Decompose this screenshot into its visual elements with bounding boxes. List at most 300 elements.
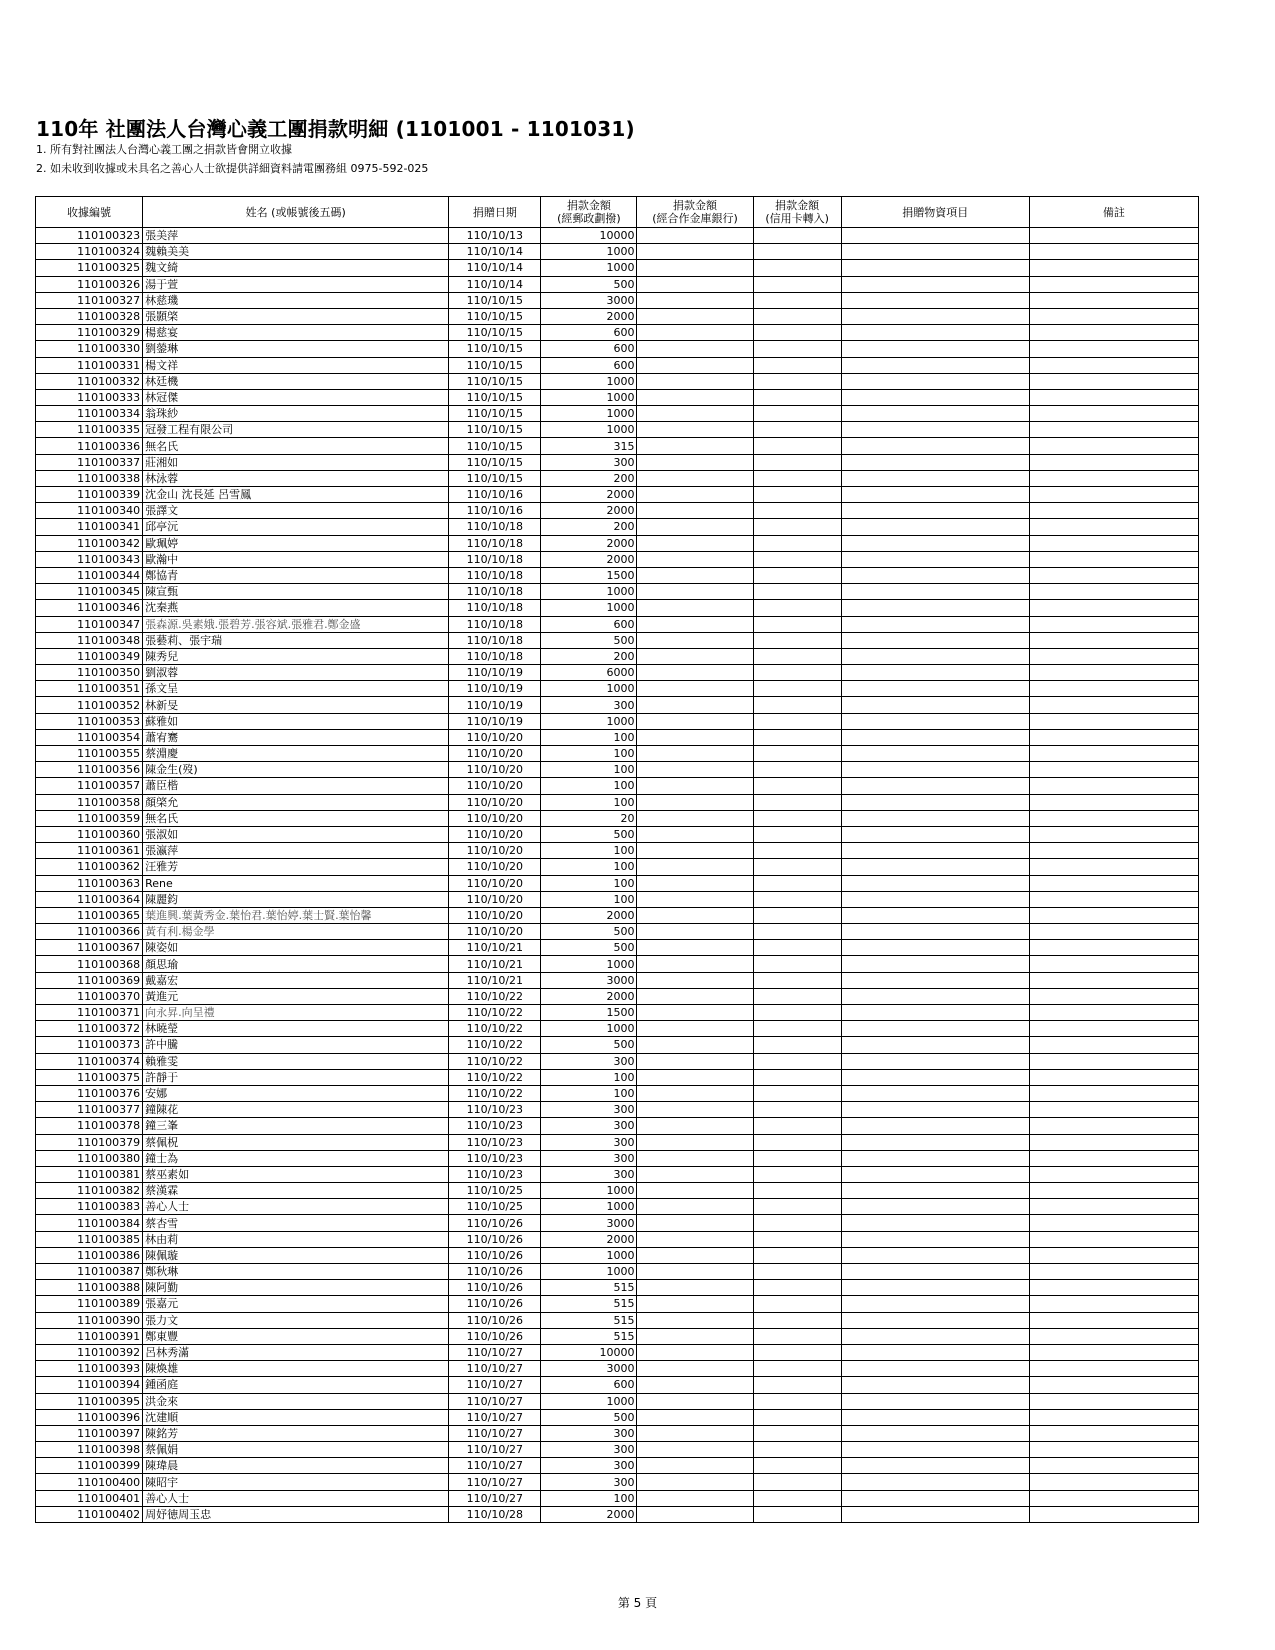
amount-credit-cell — [753, 551, 841, 567]
remarks-cell — [1029, 1425, 1198, 1441]
donation-date-cell: 110/10/13 — [449, 228, 541, 244]
donation-date-cell: 110/10/22 — [449, 1037, 541, 1053]
amount-postal-cell: 2000 — [541, 551, 637, 567]
receipt-no-cell: 110100340 — [36, 503, 143, 519]
remarks-cell — [1029, 924, 1198, 940]
amount-postal-cell: 3000 — [541, 1361, 637, 1377]
goods-cell — [841, 1474, 1029, 1490]
amount-credit-cell — [753, 665, 841, 681]
donation-date-cell: 110/10/15 — [449, 325, 541, 341]
amount-postal-cell: 300 — [541, 1118, 637, 1134]
table-row — [36, 228, 1199, 244]
goods-cell — [841, 341, 1029, 357]
goods-cell — [841, 1102, 1029, 1118]
receipt-no-cell: 110100386 — [36, 1247, 143, 1263]
table-row — [36, 260, 1199, 276]
remarks-cell — [1029, 746, 1198, 762]
amount-postal-cell: 300 — [541, 697, 637, 713]
goods-cell — [841, 697, 1029, 713]
goods-cell — [841, 1409, 1029, 1425]
remarks-cell — [1029, 357, 1198, 373]
amount-postal-cell: 3000 — [541, 292, 637, 308]
donor-name-cell: 鐘三峯 — [143, 1118, 449, 1134]
amount-credit-cell — [753, 972, 841, 988]
remarks-cell — [1029, 1199, 1198, 1215]
remarks-cell — [1029, 632, 1198, 648]
goods-cell — [841, 325, 1029, 341]
amount-bank-cell — [637, 1312, 753, 1328]
amount-credit-cell — [753, 907, 841, 923]
donor-name-cell: 陳宣甄 — [143, 584, 449, 600]
amount-credit-cell — [753, 778, 841, 794]
goods-cell — [841, 551, 1029, 567]
goods-cell — [841, 1150, 1029, 1166]
receipt-no-cell: 110100392 — [36, 1344, 143, 1360]
donor-name-cell: 沈秦燕 — [143, 600, 449, 616]
amount-postal-cell: 600 — [541, 357, 637, 373]
receipt-no-cell: 110100357 — [36, 778, 143, 794]
receipt-no-cell: 110100339 — [36, 487, 143, 503]
donor-name-cell: 蔡巫素如 — [143, 1166, 449, 1182]
amount-postal-cell: 600 — [541, 1377, 637, 1393]
goods-cell — [841, 1231, 1029, 1247]
goods-cell — [841, 357, 1029, 373]
receipt-no-cell: 110100380 — [36, 1150, 143, 1166]
receipt-no-cell: 110100382 — [36, 1183, 143, 1199]
receipt-no-cell: 110100356 — [36, 762, 143, 778]
amount-bank-cell — [637, 729, 753, 745]
receipt-no-cell: 110100341 — [36, 519, 143, 535]
amount-postal-cell: 315 — [541, 438, 637, 454]
goods-cell — [841, 1312, 1029, 1328]
amount-bank-cell — [637, 1102, 753, 1118]
remarks-cell — [1029, 729, 1198, 745]
receipt-no-cell: 110100397 — [36, 1425, 143, 1441]
donation-date-cell: 110/10/22 — [449, 1021, 541, 1037]
goods-cell — [841, 276, 1029, 292]
remarks-cell — [1029, 1312, 1198, 1328]
amount-credit-cell — [753, 746, 841, 762]
remarks-cell — [1029, 1134, 1198, 1150]
donation-date-cell: 110/10/15 — [449, 454, 541, 470]
donation-date-cell: 110/10/15 — [449, 406, 541, 422]
amount-postal-cell: 600 — [541, 325, 637, 341]
receipt-no-cell: 110100328 — [36, 308, 143, 324]
amount-credit-cell — [753, 454, 841, 470]
page-number: 第 5 頁 — [617, 1596, 658, 1610]
amount-bank-cell — [637, 487, 753, 503]
amount-bank-cell — [637, 762, 753, 778]
goods-cell — [841, 1021, 1029, 1037]
amount-postal-cell: 100 — [541, 1069, 637, 1085]
amount-postal-cell: 500 — [541, 276, 637, 292]
amount-postal-cell: 600 — [541, 341, 637, 357]
amount-credit-cell — [753, 1247, 841, 1263]
amount-bank-cell — [637, 1166, 753, 1182]
table-row — [36, 1409, 1199, 1425]
donation-date-cell: 110/10/26 — [449, 1231, 541, 1247]
amount-credit-cell — [753, 859, 841, 875]
goods-cell — [841, 826, 1029, 842]
donor-name-cell: 林冠傑 — [143, 389, 449, 405]
remarks-cell — [1029, 454, 1198, 470]
table-row — [36, 1328, 1199, 1344]
receipt-no-cell: 110100373 — [36, 1037, 143, 1053]
donation-date-cell: 110/10/27 — [449, 1361, 541, 1377]
amount-bank-cell — [637, 422, 753, 438]
donation-date-cell: 110/10/14 — [449, 244, 541, 260]
receipt-no-cell: 110100388 — [36, 1280, 143, 1296]
amount-bank-cell — [637, 746, 753, 762]
goods-cell — [841, 438, 1029, 454]
receipt-no-cell: 110100385 — [36, 1231, 143, 1247]
receipt-no-cell: 110100326 — [36, 276, 143, 292]
goods-cell — [841, 713, 1029, 729]
donor-name-cell: 蕭臣楷 — [143, 778, 449, 794]
receipt-no-cell: 110100327 — [36, 292, 143, 308]
goods-cell — [841, 422, 1029, 438]
receipt-no-cell: 110100323 — [36, 228, 143, 244]
amount-postal-cell: 2000 — [541, 1231, 637, 1247]
amount-credit-cell — [753, 843, 841, 859]
donor-name-cell: 善心人士 — [143, 1490, 449, 1506]
receipt-no-cell: 110100354 — [36, 729, 143, 745]
donor-name-cell: 邱亭沅 — [143, 519, 449, 535]
remarks-cell — [1029, 1085, 1198, 1101]
amount-bank-cell — [637, 778, 753, 794]
donor-name-cell: 楊文祥 — [143, 357, 449, 373]
receipt-no-cell: 110100347 — [36, 616, 143, 632]
remarks-cell — [1029, 1166, 1198, 1182]
remarks-cell — [1029, 810, 1198, 826]
amount-postal-cell: 3000 — [541, 1215, 637, 1231]
amount-postal-cell: 3000 — [541, 972, 637, 988]
donor-name-cell: 鐘士為 — [143, 1150, 449, 1166]
remarks-cell — [1029, 907, 1198, 923]
donation-date-cell: 110/10/18 — [449, 616, 541, 632]
donor-name-cell: 鐘陳花 — [143, 1102, 449, 1118]
receipt-no-cell: 110100344 — [36, 567, 143, 583]
goods-cell — [841, 389, 1029, 405]
donation-date-cell: 110/10/26 — [449, 1296, 541, 1312]
remarks-cell — [1029, 389, 1198, 405]
donor-name-cell: 陳昭宇 — [143, 1474, 449, 1490]
table-row — [36, 988, 1199, 1004]
amount-postal-cell: 300 — [541, 1102, 637, 1118]
donation-date-cell: 110/10/19 — [449, 713, 541, 729]
remarks-cell — [1029, 988, 1198, 1004]
remarks-cell — [1029, 438, 1198, 454]
table-row — [36, 389, 1199, 405]
amount-postal-cell: 515 — [541, 1328, 637, 1344]
amount-credit-cell — [753, 681, 841, 697]
donor-name-cell: 魏文綺 — [143, 260, 449, 276]
amount-bank-cell — [637, 1021, 753, 1037]
remarks-cell — [1029, 1005, 1198, 1021]
table-row — [36, 616, 1199, 632]
amount-postal-cell: 6000 — [541, 665, 637, 681]
amount-bank-cell — [637, 470, 753, 486]
table-row — [36, 1069, 1199, 1085]
amount-credit-cell — [753, 1264, 841, 1280]
remarks-cell — [1029, 308, 1198, 324]
receipt-no-cell: 110100348 — [36, 632, 143, 648]
amount-credit-cell — [753, 341, 841, 357]
donation-date-cell: 110/10/20 — [449, 907, 541, 923]
table-row — [36, 1053, 1199, 1069]
donation-date-cell: 110/10/22 — [449, 1085, 541, 1101]
donation-date-cell: 110/10/20 — [449, 891, 541, 907]
goods-cell — [841, 1506, 1029, 1522]
goods-cell — [841, 373, 1029, 389]
amount-postal-cell: 1000 — [541, 1183, 637, 1199]
amount-postal-cell: 2000 — [541, 988, 637, 1004]
goods-cell — [841, 1183, 1029, 1199]
remarks-cell — [1029, 1280, 1198, 1296]
amount-postal-cell: 500 — [541, 924, 637, 940]
receipt-no-cell: 110100360 — [36, 826, 143, 842]
amount-credit-cell — [753, 228, 841, 244]
remarks-cell — [1029, 875, 1198, 891]
donation-date-cell: 110/10/20 — [449, 729, 541, 745]
amount-postal-cell: 1500 — [541, 1005, 637, 1021]
remarks-cell — [1029, 260, 1198, 276]
amount-bank-cell — [637, 940, 753, 956]
donor-name-cell: 陳秀兒 — [143, 648, 449, 664]
table-row — [36, 341, 1199, 357]
donation-date-cell: 110/10/15 — [449, 292, 541, 308]
amount-bank-cell — [637, 551, 753, 567]
amount-bank-cell — [637, 1085, 753, 1101]
amount-postal-cell: 1000 — [541, 406, 637, 422]
donation-date-cell: 110/10/15 — [449, 438, 541, 454]
donation-date-cell: 110/10/26 — [449, 1312, 541, 1328]
donation-date-cell: 110/10/22 — [449, 1069, 541, 1085]
amount-bank-cell — [637, 567, 753, 583]
receipt-no-cell: 110100336 — [36, 438, 143, 454]
donation-date-cell: 110/10/27 — [449, 1344, 541, 1360]
table-row — [36, 470, 1199, 486]
remarks-cell — [1029, 891, 1198, 907]
amount-postal-cell: 100 — [541, 843, 637, 859]
amount-bank-cell — [637, 1474, 753, 1490]
amount-bank-cell — [637, 1280, 753, 1296]
amount-credit-cell — [753, 762, 841, 778]
amount-bank-cell — [637, 438, 753, 454]
donor-name-cell: 沈建順 — [143, 1409, 449, 1425]
receipt-no-cell: 110100325 — [36, 260, 143, 276]
amount-credit-cell — [753, 1183, 841, 1199]
table-row — [36, 276, 1199, 292]
donation-date-cell: 110/10/22 — [449, 1005, 541, 1021]
amount-bank-cell — [637, 1409, 753, 1425]
remarks-cell — [1029, 665, 1198, 681]
donor-name-cell: 蔡佩柷 — [143, 1134, 449, 1150]
remarks-cell — [1029, 1231, 1198, 1247]
remarks-cell — [1029, 584, 1198, 600]
donor-name-cell: 周妤徳周玉忠 — [143, 1506, 449, 1522]
remarks-cell — [1029, 1102, 1198, 1118]
table-row — [36, 681, 1199, 697]
goods-cell — [841, 503, 1029, 519]
amount-postal-cell: 100 — [541, 1085, 637, 1101]
table-row — [36, 1344, 1199, 1360]
donation-date-cell: 110/10/20 — [449, 778, 541, 794]
amount-credit-cell — [753, 956, 841, 972]
receipt-no-cell: 110100363 — [36, 875, 143, 891]
remarks-cell — [1029, 1021, 1198, 1037]
remarks-cell — [1029, 794, 1198, 810]
goods-cell — [841, 1085, 1029, 1101]
donation-date-cell: 110/10/25 — [449, 1199, 541, 1215]
donation-date-cell: 110/10/22 — [449, 988, 541, 1004]
donor-name-cell: 孫文呈 — [143, 681, 449, 697]
amount-credit-cell — [753, 1005, 841, 1021]
table-row — [36, 956, 1199, 972]
donor-name-cell: 戴嘉宏 — [143, 972, 449, 988]
donation-date-cell: 110/10/18 — [449, 535, 541, 551]
remarks-cell — [1029, 551, 1198, 567]
amount-postal-cell: 10000 — [541, 1344, 637, 1360]
goods-cell — [841, 632, 1029, 648]
amount-postal-cell: 515 — [541, 1296, 637, 1312]
receipt-no-cell: 110100376 — [36, 1085, 143, 1101]
amount-bank-cell — [637, 519, 753, 535]
goods-cell — [841, 1037, 1029, 1053]
amount-postal-cell: 1000 — [541, 1264, 637, 1280]
receipt-no-cell: 110100402 — [36, 1506, 143, 1522]
amount-bank-cell — [637, 697, 753, 713]
amount-credit-cell — [753, 438, 841, 454]
remarks-cell — [1029, 325, 1198, 341]
amount-bank-cell — [637, 859, 753, 875]
amount-bank-cell — [637, 341, 753, 357]
donor-name-cell: 林慈璣 — [143, 292, 449, 308]
remarks-cell — [1029, 1053, 1198, 1069]
amount-credit-cell — [753, 697, 841, 713]
note-receipt: 1. 所有對社團法人台灣心義工團之捐款皆會開立收據 — [36, 143, 292, 156]
remarks-cell — [1029, 956, 1198, 972]
amount-postal-cell: 2000 — [541, 308, 637, 324]
goods-cell — [841, 567, 1029, 583]
table-row — [36, 584, 1199, 600]
goods-cell — [841, 519, 1029, 535]
amount-postal-cell: 1000 — [541, 1199, 637, 1215]
amount-credit-cell — [753, 794, 841, 810]
donation-date-cell: 110/10/28 — [449, 1506, 541, 1522]
remarks-cell — [1029, 519, 1198, 535]
amount-postal-cell: 1000 — [541, 244, 637, 260]
amount-credit-cell — [753, 519, 841, 535]
donation-date-cell: 110/10/19 — [449, 665, 541, 681]
amount-bank-cell — [637, 1393, 753, 1409]
remarks-cell — [1029, 1458, 1198, 1474]
receipt-no-cell: 110100332 — [36, 373, 143, 389]
amount-credit-cell — [753, 648, 841, 664]
remarks-cell — [1029, 1393, 1198, 1409]
donor-name-cell: 陳佩璇 — [143, 1247, 449, 1263]
table-row — [36, 778, 1199, 794]
donation-date-cell: 110/10/20 — [449, 924, 541, 940]
remarks-cell — [1029, 697, 1198, 713]
amount-credit-cell — [753, 260, 841, 276]
donor-name-cell: 安娜 — [143, 1085, 449, 1101]
receipt-no-cell: 110100349 — [36, 648, 143, 664]
amount-bank-cell — [637, 406, 753, 422]
remarks-cell — [1029, 244, 1198, 260]
goods-cell — [841, 956, 1029, 972]
amount-bank-cell — [637, 1506, 753, 1522]
table-row — [36, 1280, 1199, 1296]
amount-bank-cell — [637, 1264, 753, 1280]
table-row — [36, 357, 1199, 373]
table-row — [36, 600, 1199, 616]
donor-name-cell: 黃有利.楊金學 — [143, 924, 449, 940]
donation-date-cell: 110/10/20 — [449, 859, 541, 875]
remarks-cell — [1029, 648, 1198, 664]
donor-name-cell: 顏思瑜 — [143, 956, 449, 972]
remarks-cell — [1029, 1328, 1198, 1344]
table-row — [36, 746, 1199, 762]
table-row — [36, 729, 1199, 745]
donation-date-cell: 110/10/21 — [449, 972, 541, 988]
remarks-cell — [1029, 713, 1198, 729]
amount-postal-cell: 1000 — [541, 389, 637, 405]
donor-name-cell: 黃進元 — [143, 988, 449, 1004]
amount-credit-cell — [753, 1021, 841, 1037]
donor-name-cell: 賴雅雯 — [143, 1053, 449, 1069]
amount-bank-cell — [637, 1296, 753, 1312]
donation-date-cell: 110/10/20 — [449, 810, 541, 826]
donor-name-cell: 歐珮婷 — [143, 535, 449, 551]
goods-cell — [841, 940, 1029, 956]
amount-postal-cell: 515 — [541, 1312, 637, 1328]
amount-postal-cell: 1000 — [541, 681, 637, 697]
amount-credit-cell — [753, 891, 841, 907]
receipt-no-cell: 110100401 — [36, 1490, 143, 1506]
goods-cell — [841, 729, 1029, 745]
amount-credit-cell — [753, 810, 841, 826]
amount-credit-cell — [753, 244, 841, 260]
amount-bank-cell — [637, 503, 753, 519]
amount-postal-cell: 515 — [541, 1280, 637, 1296]
remarks-cell — [1029, 1150, 1198, 1166]
table-row — [36, 406, 1199, 422]
donor-name-cell: 陳銘芳 — [143, 1425, 449, 1441]
amount-credit-cell — [753, 940, 841, 956]
table-row — [36, 762, 1199, 778]
donor-name-cell: 張藝莉、張宇瑞 — [143, 632, 449, 648]
donation-date-cell: 110/10/19 — [449, 697, 541, 713]
remarks-cell — [1029, 373, 1198, 389]
donation-date-cell: 110/10/23 — [449, 1150, 541, 1166]
amount-postal-cell: 200 — [541, 648, 637, 664]
donor-name-cell: 張森源.吳素娥.張碧芳.張容斌.張雅君.鄭金盛 — [143, 616, 449, 632]
amount-postal-cell: 100 — [541, 729, 637, 745]
amount-credit-cell — [753, 584, 841, 600]
amount-bank-cell — [637, 1005, 753, 1021]
note-contact: 2. 如未收到收據或未具名之善心人士欲提供詳細資料請電團務組 0975-592-025 — [36, 162, 429, 175]
table-row — [36, 325, 1199, 341]
table-row — [36, 487, 1199, 503]
donor-name-cell: 陳麗鈞 — [143, 891, 449, 907]
table-row — [36, 1490, 1199, 1506]
amount-postal-cell: 100 — [541, 746, 637, 762]
goods-cell — [841, 648, 1029, 664]
goods-cell — [841, 1296, 1029, 1312]
amount-credit-cell — [753, 1328, 841, 1344]
donation-date-cell: 110/10/15 — [449, 357, 541, 373]
